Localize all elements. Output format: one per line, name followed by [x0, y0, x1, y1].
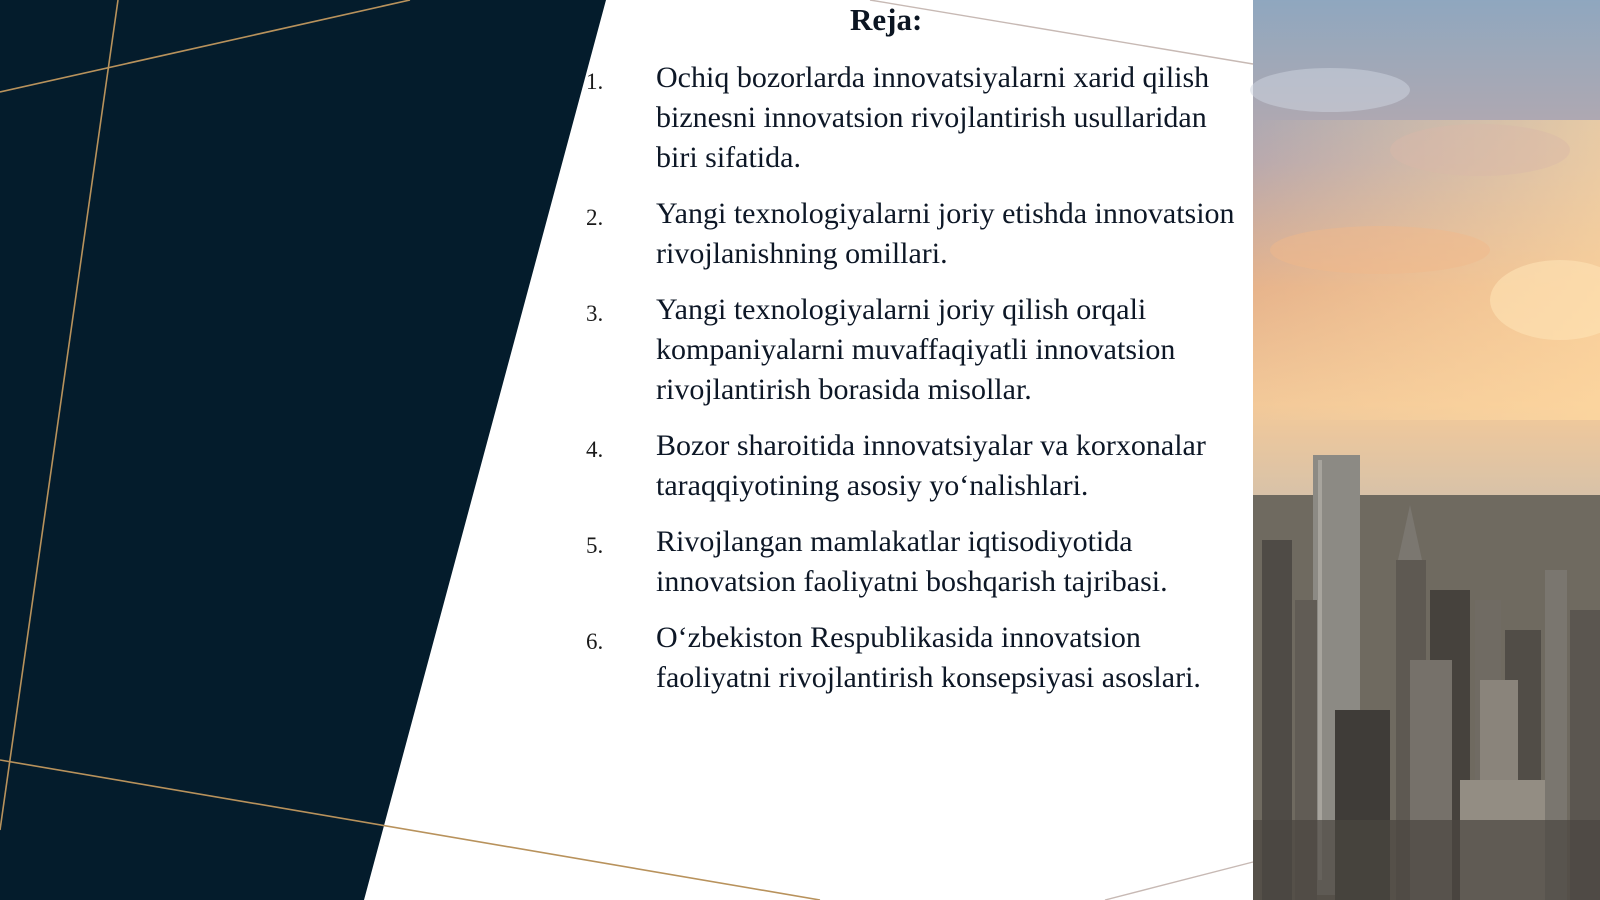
plan-item-number: 1.: [586, 69, 604, 94]
plan-item-text: Ochiq bozorlarda innovatsiyalarni xarid qilish biznesni innovatsion rivojlantirish usullaridan biri sifatida.: [656, 61, 1210, 174]
plan-item-text: Yangi texnologiyalarni joriy qilish orqali kompaniyalarni muvaffaqiyatli innovatsion rivojlantirish borasida misollar.: [656, 293, 1176, 406]
slide-title: Reja:: [850, 2, 923, 37]
plan-item-text: Yangi texnologiyalarni joriy etishda innovatsion rivojlanishning omillari.: [656, 197, 1235, 270]
plan-list: [582, 58, 1242, 714]
plan-item-5: [582, 522, 1242, 602]
plan-item-number: 6.: [586, 629, 604, 654]
plan-item-number: 4.: [586, 437, 604, 462]
plan-item-3: [582, 290, 1242, 410]
plan-item-number: 3.: [586, 301, 604, 326]
grey-line-bottom: [1105, 862, 1253, 900]
plan-item-text: O‘zbekiston Respublikasida innovatsion faoliyatni rivojlantirish konsepsiyasi asoslari.: [656, 621, 1201, 694]
navy-panel: [0, 0, 606, 900]
plan-item-text: Rivojlangan mamlakatlar iqtisodiyotida innovatsion faoliyatni boshqarish tajribasi.: [656, 525, 1168, 598]
plan-item-6: [582, 618, 1242, 698]
plan-item-1: [582, 58, 1242, 178]
plan-item-number: 5.: [586, 533, 604, 558]
plan-item-text: Bozor sharoitida innovatsiyalar va korxonalar taraqqiyotining asosiy yo‘nalishlari.: [656, 429, 1206, 502]
plan-item-number: 2.: [586, 205, 604, 230]
plan-item-4: [582, 426, 1242, 506]
city-skyline-image: [1250, 0, 1600, 900]
plan-item-2: [582, 194, 1242, 274]
